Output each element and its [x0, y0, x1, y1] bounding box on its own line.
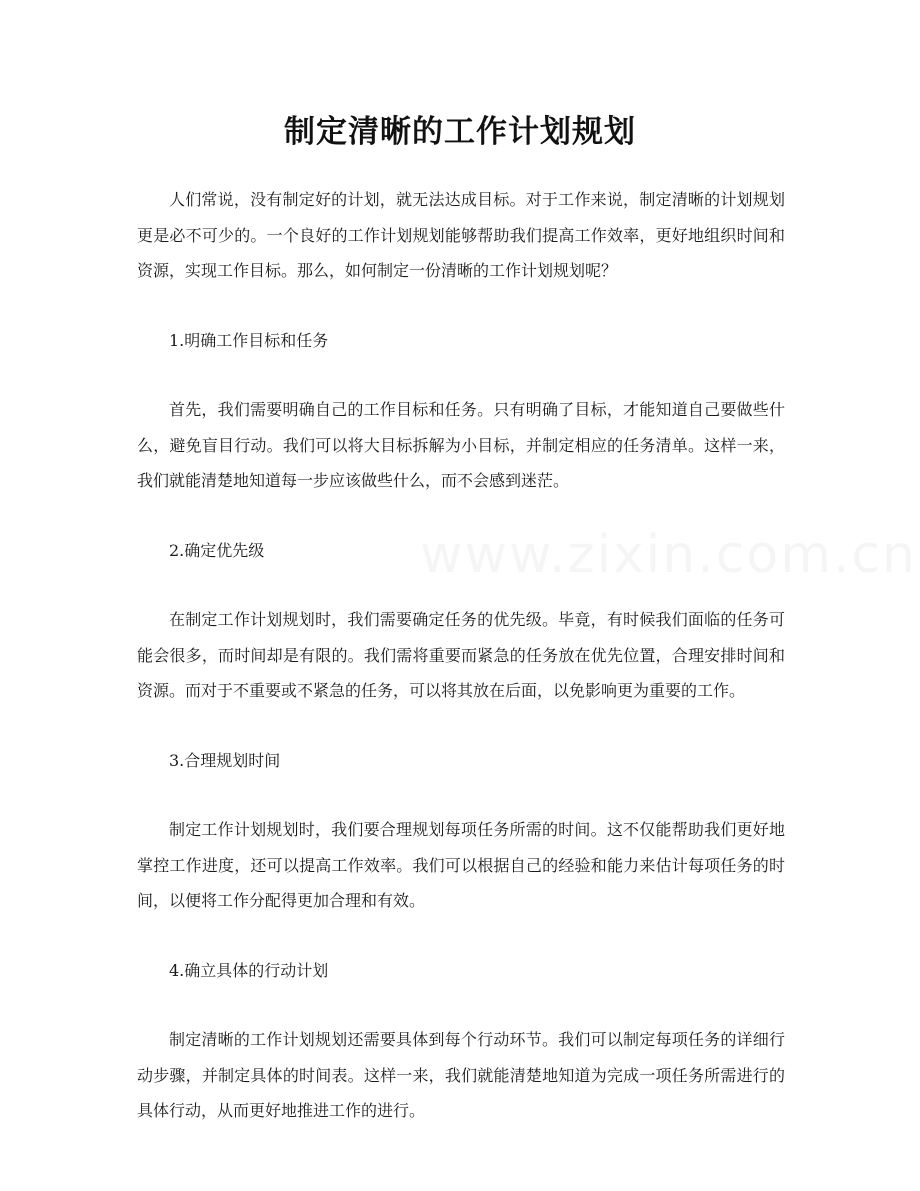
intro-paragraph: 人们常说，没有制定好的计划，就无法达成目标。对于工作来说，制定清晰的计划规划更是必不可少的。一个良好的工作计划规划能够帮助我们提高工作效率，更好地组织时间和资源，实现工作目标。那么，如何制定一份清晰的工作计划规划呢？: [137, 190, 785, 280]
section-heading-2: 2.确定优先级: [169, 540, 265, 560]
document-body: [137, 182, 785, 1163]
section-body-2: 在制定工作计划规划时，我们需要确定任务的优先级。毕竟，有时候我们面临的任务可能会很多，而时间却是有限的。我们需将重要而紧急的任务放在优先位置，合理安排时间和资源。而对于不重要或不紧急的任务，可以将其放在后面，以免影响更为重要的工作。: [137, 610, 785, 700]
section-body-3: 制定工作计划规划时，我们要合理规划每项任务所需的时间。这不仅能帮助我们更好地掌控工作进度，还可以提高工作效率。我们可以根据自己的经验和能力来估计每项任务的时间，以便将工作分配得更加合理和有效。: [137, 820, 785, 910]
section-body-1: 首先，我们需要明确自己的工作目标和任务。只有明确了目标，才能知道自己要做些什么，避免盲目行动。我们可以将大目标拆解为小目标，并制定相应的任务清单。这样一来，我们就能清楚地知道每一步应该做些什么，而不会感到迷茫。: [137, 400, 785, 490]
page-title: 制定清晰的工作计划规划: [284, 114, 636, 150]
section-heading-4: 4.确立具体的行动计划: [169, 960, 329, 980]
section-body-4: 制定清晰的工作计划规划还需要具体到每个行动环节。我们可以制定每项任务的详细行动步骤，并制定具体的时间表。这样一来，我们就能清楚地知道为完成一项任务所需进行的具体行动，从而更好地推进工作的进行。: [137, 1030, 785, 1120]
section-heading-1: 1.明确工作目标和任务: [169, 330, 329, 350]
section-heading-3: 3.合理规划时间: [169, 750, 281, 770]
